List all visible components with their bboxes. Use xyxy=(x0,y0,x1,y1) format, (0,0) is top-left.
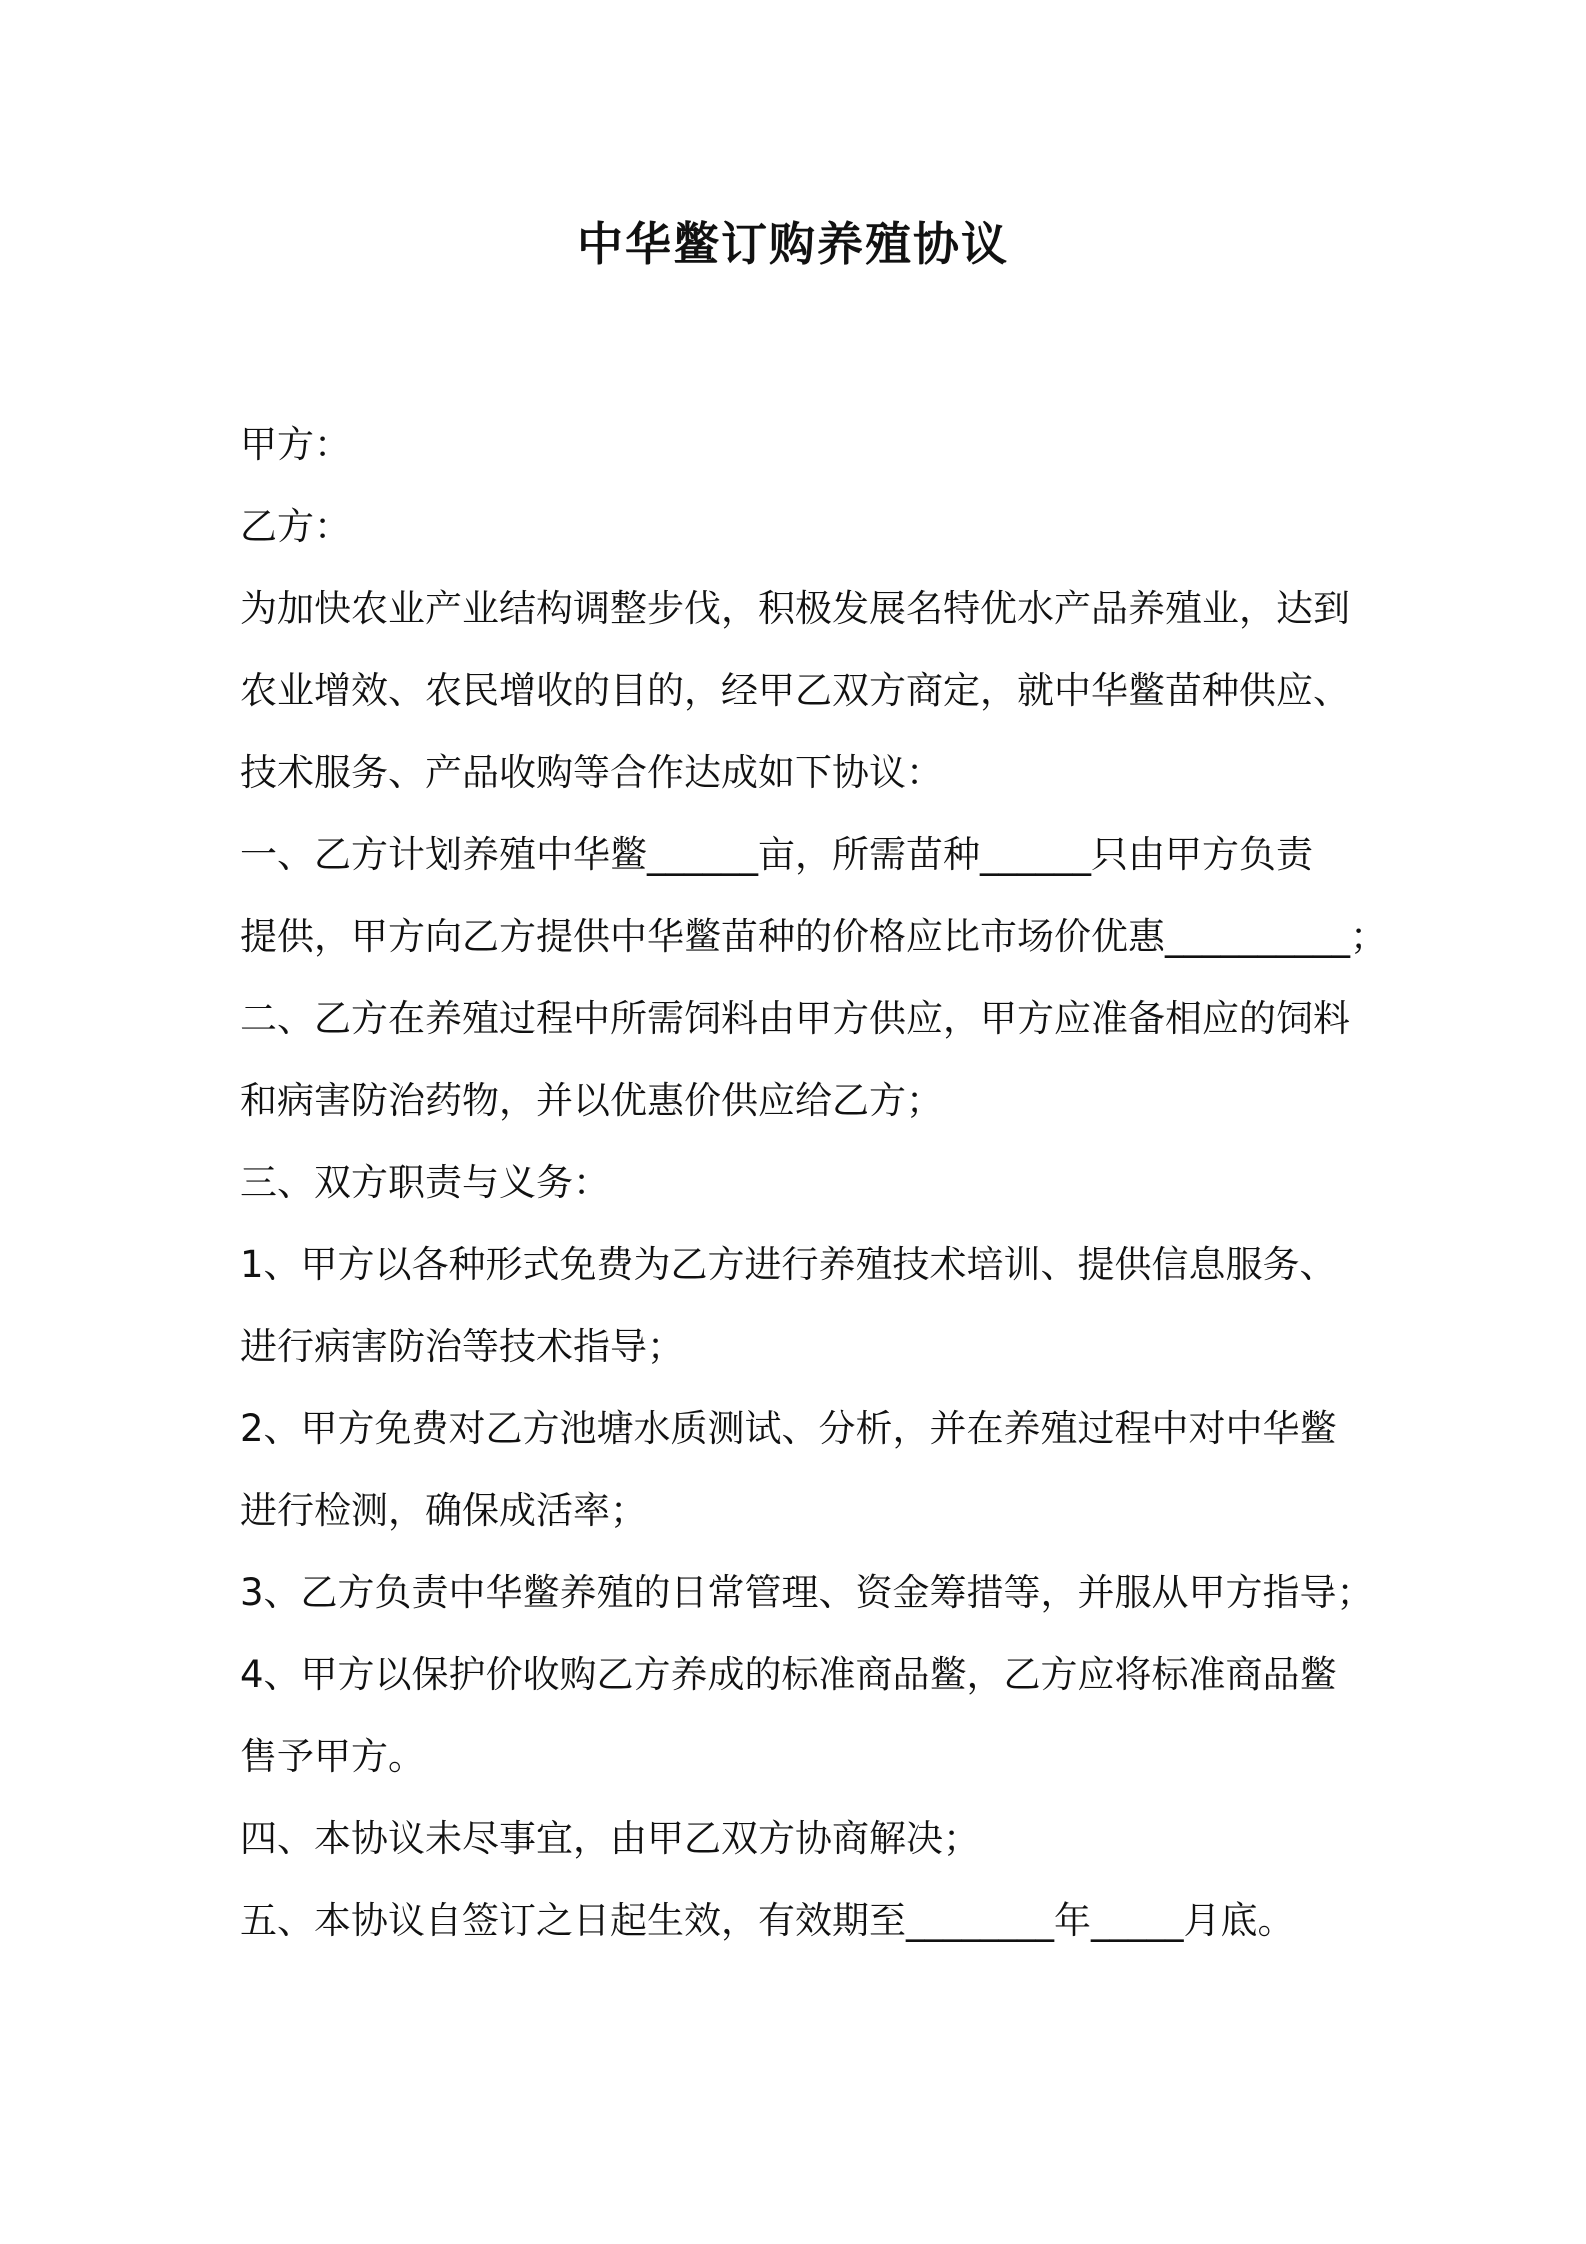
clause-4-line: 四、本协议未尽事宜，由甲乙双方协商解决； xyxy=(240,1817,980,1860)
clause-3-item-1: 进行病害防治等技术指导； xyxy=(240,1325,684,1368)
preamble-line: 农业增效、农民增收的目的，经甲乙双方商定，就中华鳖苗种供应、 xyxy=(240,669,1350,712)
clause-3-item-4: 售予甲方。 xyxy=(240,1735,425,1778)
clause-1-line: 一、乙方计划养殖中华鳖______亩，所需苗种______只由甲方负责 xyxy=(240,833,1313,876)
clause-3-heading: 三、双方职责与义务： xyxy=(240,1161,610,1204)
clause-3-item-1: 1、甲方以各种形式免费为乙方进行养殖技术培训、提供信息服务、 xyxy=(240,1243,1337,1286)
clause-2-line: 二、乙方在养殖过程中所需饲料由甲方供应，甲方应准备相应的饲料 xyxy=(240,997,1350,1040)
document-title: 中华鳖订购养殖协议 xyxy=(577,217,1009,271)
party-a-line: 甲方： xyxy=(240,423,351,466)
clause-3-item-3: 3、乙方负责中华鳖养殖的日常管理、资金筹措等，并服从甲方指导； xyxy=(240,1571,1374,1614)
preamble-line: 技术服务、产品收购等合作达成如下协议： xyxy=(240,751,943,794)
clause-2-line: 和病害防治药物，并以优惠价供应给乙方； xyxy=(240,1079,943,1122)
clause-3-item-2: 进行检测，确保成活率； xyxy=(240,1489,647,1532)
clause-5-line: 五、本协议自签订之日起生效，有效期至________年_____月底。 xyxy=(240,1899,1295,1942)
party-b-line: 乙方： xyxy=(240,505,351,548)
preamble-line: 为加快农业产业结构调整步伐，积极发展名特优水产品养殖业，达到 xyxy=(240,587,1350,630)
clause-3-item-2: 2、甲方免费对乙方池塘水质测试、分析，并在养殖过程中对中华鳖 xyxy=(240,1407,1337,1450)
clause-1-line: 提供，甲方向乙方提供中华鳖苗种的价格应比市场价优惠__________； xyxy=(240,915,1387,958)
document-body xyxy=(240,404,1387,1962)
clause-3-item-4: 4、甲方以保护价收购乙方养成的标准商品鳖，乙方应将标准商品鳖 xyxy=(240,1653,1337,1696)
